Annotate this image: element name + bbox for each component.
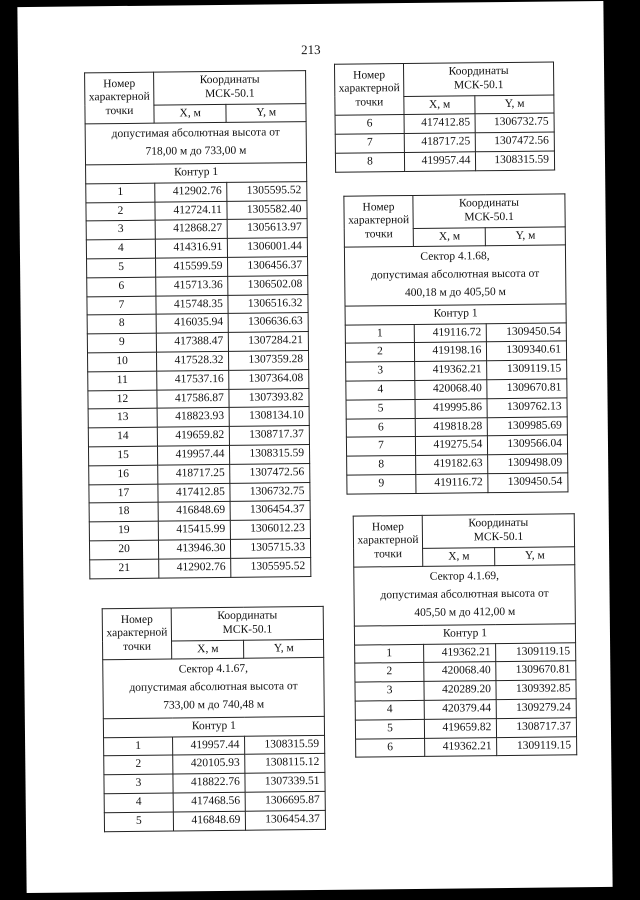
x-value: 417537.16 [157, 370, 230, 390]
table-row [86, 181, 307, 202]
table-row [355, 642, 576, 663]
y-value: 1305595.52 [231, 557, 311, 577]
y-value: 1309119.15 [497, 736, 577, 756]
table-row [86, 200, 307, 221]
point-number: 1 [104, 737, 173, 757]
point-header: Номер характерной точки [344, 195, 414, 247]
table-row [87, 332, 308, 353]
table-row [345, 322, 566, 343]
point-number: 7 [346, 437, 415, 457]
x-value: 417412.85 [158, 483, 231, 503]
table-row [346, 379, 567, 400]
y-value: 1306502.08 [228, 275, 308, 295]
point-number: 13 [88, 409, 157, 429]
point-number: 6 [87, 277, 156, 297]
point-number: 3 [346, 362, 415, 382]
x-value: 420289.20 [424, 681, 497, 701]
coords-header: Координаты МСК-50.1 [403, 62, 553, 96]
table-row [347, 454, 568, 475]
x-value: 416035.94 [156, 314, 229, 334]
table-row [89, 482, 310, 503]
contour-label: Контур 1 [103, 716, 324, 737]
y-value: 1307284.21 [229, 332, 309, 352]
sector-note: Сектор 4.1.67, допустимая абсолютная высота от 733,00 м до 740,48 м [103, 658, 325, 719]
x-value: 413946.30 [158, 539, 231, 559]
point-number: 3 [355, 682, 424, 702]
table-row [88, 426, 309, 447]
y-value: 1308315.59 [230, 445, 310, 465]
point-number: 12 [88, 390, 157, 410]
x-value: 415599.59 [156, 257, 229, 277]
point-number: 11 [88, 371, 157, 391]
x-value: 419362.21 [424, 643, 497, 663]
point-number: 5 [104, 812, 173, 832]
point-number: 8 [347, 456, 416, 476]
table-row [88, 407, 309, 428]
y-value: 1309566.04 [488, 435, 568, 455]
coords-header: Координаты МСК-50.1 [171, 606, 323, 640]
table-row [346, 360, 567, 381]
table-row [356, 736, 577, 757]
y-value: 1309119.15 [487, 360, 567, 380]
table-row [104, 754, 325, 775]
table-row [87, 257, 308, 278]
contour-label: Контур 1 [86, 163, 307, 184]
point-number: 1 [355, 644, 424, 664]
x-header: X, м [413, 227, 486, 247]
table-row [347, 473, 568, 494]
point-number: 9 [347, 474, 416, 494]
y-value: 1306732.75 [230, 482, 310, 502]
y-value: 1309762.13 [487, 398, 567, 418]
x-value: 417412.85 [404, 114, 476, 134]
y-value: 1307472.56 [230, 463, 310, 483]
point-number: 3 [104, 774, 173, 794]
point-number: 2 [86, 202, 155, 222]
table-row [86, 238, 307, 259]
x-value: 416848.69 [173, 811, 246, 831]
table-body [104, 735, 326, 831]
y-value: 1309450.54 [488, 473, 568, 493]
point-number: 18 [89, 503, 158, 523]
y-value: 1306695.87 [246, 791, 326, 811]
x-value: 419995.86 [415, 399, 488, 419]
table-row [87, 313, 308, 334]
y-value: 1309985.69 [488, 416, 568, 436]
table-row [104, 791, 325, 812]
x-value: 418717.25 [158, 464, 231, 484]
table-row [88, 388, 309, 409]
coords-header: Координаты МСК-50.1 [422, 514, 574, 548]
y-value: 1305595.52 [227, 181, 307, 201]
y-header: Y, м [475, 95, 554, 115]
x-value: 416848.69 [158, 502, 231, 522]
table-row [335, 113, 554, 134]
point-number: 7 [87, 296, 156, 316]
x-value: 419362.21 [415, 361, 488, 381]
point-number: 9 [87, 333, 156, 353]
point-number: 2 [345, 343, 414, 363]
y-value: 1305715.33 [231, 539, 311, 559]
y-value: 1309279.24 [497, 699, 577, 719]
table-row [346, 398, 567, 419]
x-value: 420105.93 [173, 755, 246, 775]
point-number: 15 [88, 446, 157, 466]
y-header: Y, м [226, 103, 306, 123]
x-header: X, м [154, 104, 227, 124]
table-body [86, 181, 311, 578]
y-value: 1308134.10 [229, 407, 309, 427]
point-number: 16 [89, 465, 158, 485]
page-number: 213 [301, 41, 321, 58]
y-value: 1308315.59 [245, 735, 325, 755]
x-value: 412902.76 [159, 558, 232, 578]
sector-note: Сектор 4.1.69, допустимая абсолютная высота от 405,50 м до 412,00 м [354, 565, 576, 626]
x-value: 419659.82 [424, 718, 497, 738]
sector-note: допустимая абсолютная высота от 718,00 м до 733,00 м [85, 122, 306, 165]
x-value: 419198.16 [414, 342, 487, 362]
point-number: 5 [87, 258, 156, 278]
y-value: 1306456.37 [228, 257, 308, 277]
y-header: Y, м [495, 546, 575, 566]
point-number: 14 [88, 427, 157, 447]
table-row [88, 369, 309, 390]
point-header: Номер характерной точки [85, 72, 155, 124]
table-row [88, 445, 309, 466]
coords-header: Координаты МСК-50.1 [154, 71, 306, 105]
x-value: 418823.93 [157, 408, 230, 428]
y-value: 1306732.75 [475, 113, 554, 133]
table-body [345, 322, 568, 493]
x-value: 419957.44 [404, 152, 476, 172]
table-row [346, 416, 567, 437]
point-number: 2 [104, 755, 173, 775]
contour-label: Контур 1 [345, 304, 566, 325]
point-number: 5 [355, 719, 424, 739]
table-row [89, 501, 310, 522]
x-value: 418717.25 [404, 133, 476, 153]
point-number: 6 [335, 115, 404, 135]
y-value: 1307364.08 [229, 369, 309, 389]
point-number: 4 [355, 700, 424, 720]
x-value: 419275.54 [415, 436, 488, 456]
point-number: 1 [86, 183, 155, 203]
coords-table-2 [102, 606, 326, 832]
x-value: 417388.47 [156, 333, 229, 353]
point-number: 19 [89, 521, 158, 541]
x-value: 417468.56 [173, 792, 246, 812]
x-value: 414316.91 [155, 239, 228, 259]
table-row [355, 680, 576, 701]
y-value: 1309670.81 [487, 379, 567, 399]
x-value: 418822.76 [173, 773, 246, 793]
x-value: 419659.82 [157, 427, 230, 447]
y-value: 1307339.51 [245, 773, 325, 793]
table-row [87, 275, 308, 296]
point-number: 6 [356, 738, 425, 758]
coords-table-5 [353, 513, 578, 758]
table-row [104, 735, 325, 756]
table-row [89, 539, 310, 560]
point-number: 4 [104, 793, 173, 813]
x-header: X, м [404, 95, 476, 115]
coords-table-3 [334, 61, 555, 172]
x-value: 419116.72 [414, 323, 487, 343]
point-number: 5 [346, 399, 415, 419]
y-value: 1309119.15 [496, 642, 576, 662]
y-value: 1306454.37 [246, 810, 326, 830]
x-value: 420068.40 [424, 662, 497, 682]
coords-table-1 [84, 70, 311, 579]
y-value: 1309450.54 [487, 322, 567, 342]
y-value: 1305582.40 [227, 200, 307, 220]
y-value: 1306454.37 [230, 501, 310, 521]
table-row [335, 151, 554, 172]
point-number: 10 [88, 352, 157, 372]
x-value: 419957.44 [173, 736, 246, 756]
y-value: 1308717.37 [497, 718, 577, 738]
point-number: 6 [346, 418, 415, 438]
x-value: 417528.32 [156, 351, 229, 371]
table-row [88, 351, 309, 372]
y-value: 1308717.37 [230, 426, 310, 446]
point-header: Номер характерной точки [334, 64, 404, 116]
y-header: Y, м [486, 226, 566, 246]
table-row [355, 718, 576, 739]
x-value: 420379.44 [424, 700, 497, 720]
point-number: 3 [86, 221, 155, 241]
table-row [104, 773, 325, 794]
table-row [89, 520, 310, 541]
point-number: 21 [90, 559, 159, 579]
table-row [355, 661, 576, 682]
table-row [89, 463, 310, 484]
x-value: 419818.28 [415, 417, 488, 437]
table-row [346, 435, 567, 456]
y-value: 1306001.44 [228, 238, 308, 258]
x-header: X, м [172, 640, 245, 660]
x-value: 420068.40 [415, 380, 488, 400]
point-number: 8 [87, 315, 156, 335]
y-value: 1308315.59 [476, 151, 555, 171]
point-number: 20 [89, 540, 158, 560]
x-value: 415415.99 [158, 521, 231, 541]
y-value: 1309670.81 [496, 661, 576, 681]
table-body [355, 642, 577, 757]
table-row [86, 219, 307, 240]
table-row [335, 132, 554, 153]
document-page [17, 1, 612, 893]
x-value: 417586.87 [157, 389, 230, 409]
x-value: 412902.76 [155, 182, 228, 202]
y-value: 1309498.09 [488, 454, 568, 474]
point-number: 2 [355, 663, 424, 683]
table-row [87, 294, 308, 315]
point-number: 8 [335, 153, 404, 173]
y-value: 1306516.32 [228, 294, 308, 314]
x-value: 419116.72 [416, 474, 489, 494]
table-row [355, 699, 576, 720]
x-value: 415713.36 [156, 276, 229, 296]
y-value: 1308115.12 [245, 754, 325, 774]
x-header: X, м [423, 547, 496, 567]
coords-header: Координаты МСК-50.1 [413, 194, 565, 228]
y-value: 1306012.23 [231, 520, 311, 540]
x-value: 419362.21 [425, 737, 498, 757]
y-value: 1309392.85 [496, 680, 576, 700]
x-value: 419182.63 [416, 455, 489, 475]
x-value: 412868.27 [155, 220, 228, 240]
y-value: 1307393.82 [229, 388, 309, 408]
table-row [104, 810, 325, 831]
point-number: 4 [346, 380, 415, 400]
table-row [90, 557, 311, 578]
contour-label: Контур 1 [354, 624, 575, 645]
point-header: Номер характерной точки [353, 515, 423, 567]
point-number: 1 [345, 324, 414, 344]
y-value: 1307359.28 [229, 351, 309, 371]
sector-note: Сектор 4.1.68, допустимая абсолютная высота от 400,18 м до 405,50 м [344, 245, 566, 306]
point-number: 7 [335, 134, 404, 154]
point-number: 4 [86, 239, 155, 259]
y-header: Y, м [244, 639, 324, 659]
table-body [335, 113, 555, 172]
y-value: 1305613.97 [228, 219, 308, 239]
y-value: 1307472.56 [476, 132, 555, 152]
point-header: Номер характерной точки [102, 608, 172, 660]
x-value: 419957.44 [157, 445, 230, 465]
table-row [345, 341, 566, 362]
y-value: 1309340.61 [487, 341, 567, 361]
x-value: 412724.11 [155, 201, 228, 221]
x-value: 415748.35 [156, 295, 229, 315]
coords-table-4 [343, 193, 568, 494]
y-value: 1306636.63 [228, 313, 308, 333]
point-number: 17 [89, 484, 158, 504]
